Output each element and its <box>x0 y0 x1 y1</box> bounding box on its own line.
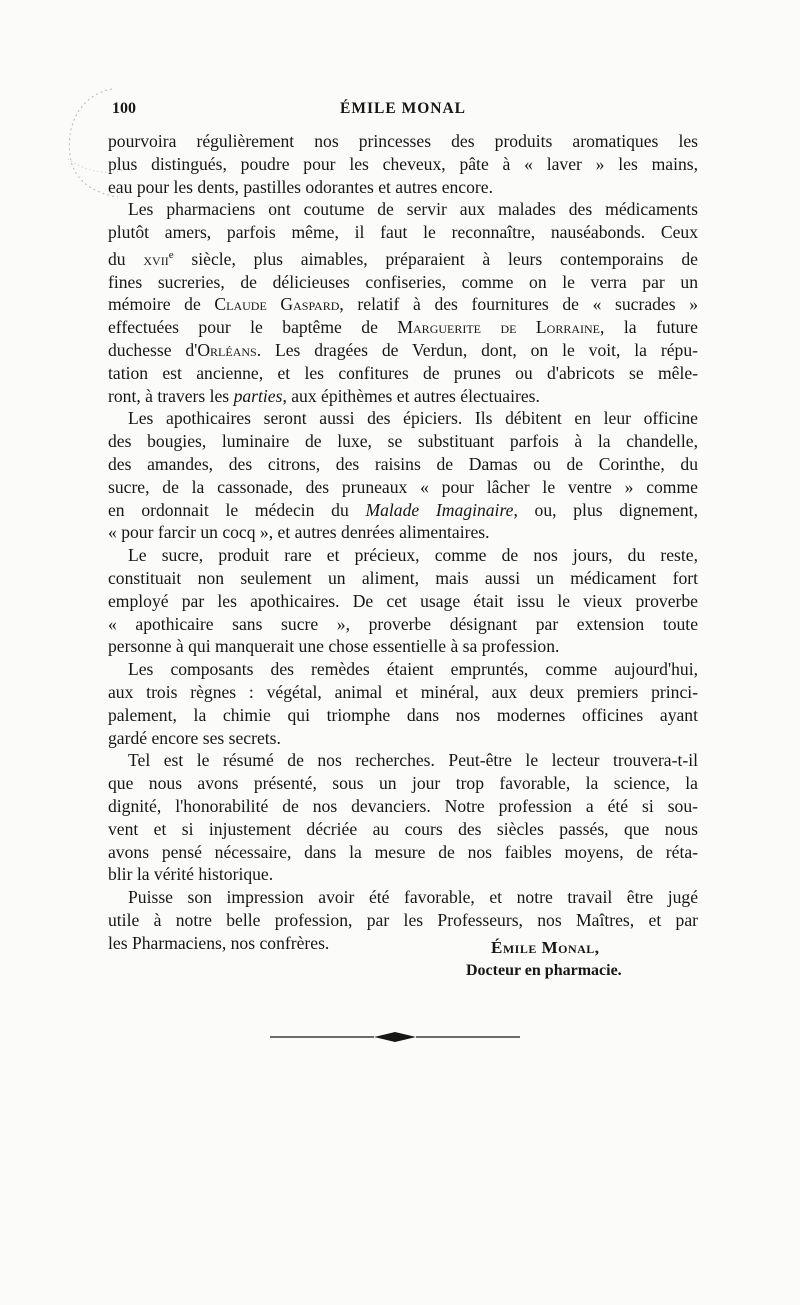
text-line: les Pharmaciens, nos confrères. <box>108 932 330 953</box>
text-line: Les composants des remèdes étaient empruntés, comme aujourd'hui, <box>128 659 698 680</box>
text-line: avons pensé nécessaire, dans la mesure de nos faibles moyens, de réta- <box>108 841 698 862</box>
text-line: Les pharmaciens ont coutume de servir aux malades des médicaments <box>128 199 698 220</box>
text-line: plus distingués, poudre pour les cheveux, pâte à « laver » les mains, <box>108 153 698 174</box>
text-line: effectuées pour le baptême de Marguerite de Lorraine, la future <box>108 317 698 338</box>
text-line: des amandes, des citrons, des raisins de Damas ou de Corinthe, du <box>108 454 698 475</box>
text-line: personne à qui manquerait une chose essentielle à sa profession. <box>108 636 560 657</box>
text-line: palement, la chimie qui triomphe dans nos modernes officines ayant <box>108 704 698 725</box>
text-line: sucre, de la cassonade, des pruneaux « pour lâcher le ventre » comme <box>108 476 698 497</box>
text-line: aux trois règnes : végétal, animal et minéral, aux deux premiers princi- <box>108 681 698 702</box>
text-line: employé par les apothicaires. De cet usage était issu le vieux proverbe <box>108 590 698 611</box>
text-line: Puisse son impression avoir été favorable, et notre travail être jugé <box>128 887 698 908</box>
text-line: utile à notre belle profession, par les Professeurs, nos Maîtres, et par <box>108 909 698 930</box>
text-line: fines sucreries, de délicieuses confiseries, comme on le verra par un <box>108 271 698 292</box>
paragraph <box>108 658 698 749</box>
text-line: duchesse d'Orléans. Les dragées de Verdun, dont, on le voit, la répu- <box>108 340 698 361</box>
text-line: mémoire de Claude Gaspard, relatif à des fournitures de « sucrades » <box>108 294 698 315</box>
text-line: « apothicaire sans sucre », proverbe désignant par extension toute <box>108 613 698 634</box>
body-text <box>108 130 698 955</box>
text-line: eau pour les dents, pastilles odorantes et autres encore. <box>108 176 493 197</box>
text-line: blir la vérité historique. <box>108 864 274 885</box>
paragraph <box>108 544 698 658</box>
text-line: ront, à travers les parties, aux épithèmes et autres électuaires. <box>108 385 540 406</box>
paragraph <box>108 749 698 886</box>
text-line: pourvoira régulièrement nos princesses des produits aromatiques les <box>108 131 698 151</box>
paragraph <box>108 886 698 954</box>
text-line: en ordonnait le médecin du Malade Imaginaire, ou, plus dignement, <box>108 499 698 520</box>
paragraph <box>108 198 698 407</box>
text-line: plutôt amers, parfois même, il faut le reconnaître, nauséabonds. Ceux <box>108 222 698 243</box>
signature-title: Docteur en pharmacie. <box>466 962 622 979</box>
text-line: constituait non seulement un aliment, mais aussi un médicament fort <box>108 568 698 588</box>
text-line: que nous avons présenté, sous un jour trop favorable, la science, la <box>108 773 698 794</box>
text-line: dignité, l'honorabilité de nos devanciers. Notre profession a été si sou- <box>108 795 698 816</box>
text-line: Les apothicaires seront aussi des épiciers. Ils débitent en leur officine <box>128 408 698 429</box>
paragraph <box>108 407 698 544</box>
running-head <box>108 100 698 122</box>
text-line: gardé encore ses secrets. <box>108 727 281 748</box>
text-line: Tel est le résumé de nos recherches. Peut-être le lecteur trouvera-t-il <box>128 750 698 771</box>
page-number: 100 <box>112 100 136 117</box>
running-title: ÉMILE MONAL <box>340 100 466 117</box>
text-line: Le sucre, produit rare et précieux, comme de nos jours, du reste, <box>128 545 698 566</box>
text-line: vent et si injustement décriée au cours des siècles passés, que nous <box>108 818 698 839</box>
text-line: des bougies, luminaire de luxe, se substituant parfois à la chandelle, <box>108 431 698 452</box>
text-line: « pour farcir un cocq », et autres denrées alimentaires. <box>108 522 490 543</box>
signature-name: Émile Monal, <box>491 938 600 957</box>
paragraph <box>108 130 698 198</box>
text-line: tation est ancienne, et les confitures de prunes ou d'abricots se mêle- <box>108 362 698 383</box>
text-line: du xvii$^e$ siècle, plus aimables, préparaient à leurs contemporains de <box>108 248 698 269</box>
end-ornament <box>270 1030 520 1044</box>
